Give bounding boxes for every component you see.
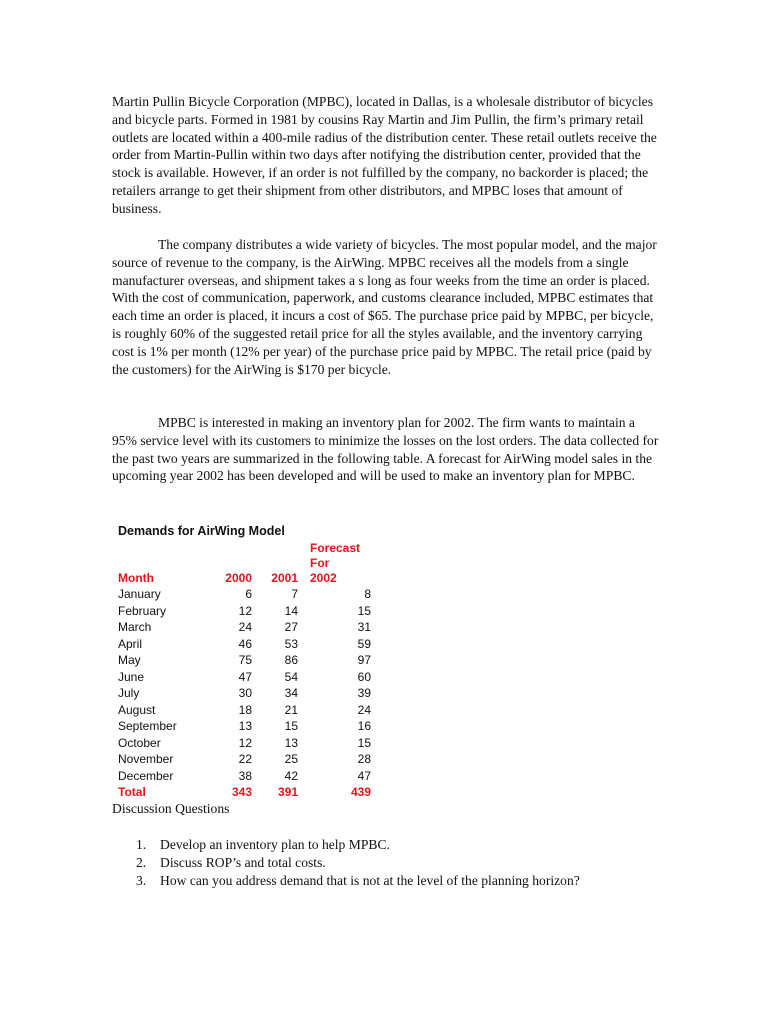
- question-number: 1.: [136, 837, 147, 852]
- header-2001: 2001: [271, 570, 298, 585]
- discussion-heading: Discussion Questions: [112, 801, 230, 816]
- paragraph-intro: Martin Pullin Bicycle Corporation (MPBC), located in Dallas, is a wholesale distributor of bicycles and bicycle parts. Formed in 1981 by cousins Ray Martin and Jim Pullin, the firm’s primary retail outlets are located within a 400-mile radius of the distribution center. These retail outlets receive the order from Martin-Pullin within two days after notifying the distribution center, provided that the stock is available. However, if an order is not fulfilled by the company, no backorder is placed; the retailers arrange to get their shipment from other distributors, and MPBC loses that amount of business.: [112, 94, 657, 216]
- demand-table: [118, 541, 371, 801]
- cell-2000: 46: [238, 636, 252, 651]
- cell-2001: 21: [284, 702, 298, 717]
- discussion-question: [112, 854, 672, 872]
- table-row: [118, 619, 371, 636]
- cell-2001: 42: [284, 768, 298, 783]
- discussion-question: [112, 836, 672, 854]
- question-text: How can you address demand that is not at the level of the planning horizon?: [160, 872, 580, 888]
- question-text: Develop an inventory plan to help MPBC.: [160, 837, 390, 852]
- cell-2001: 27: [284, 620, 298, 634]
- cell-forecast-2002: 16: [357, 719, 371, 733]
- cell-forecast-2002: 15: [357, 603, 371, 618]
- total-cell-month: Total: [118, 785, 146, 799]
- cell-2000: 47: [238, 669, 252, 684]
- discussion-questions-list: [112, 836, 672, 889]
- cell-forecast-2002: 8: [364, 587, 371, 601]
- cell-2000: 13: [238, 719, 252, 733]
- discussion-question: [112, 872, 672, 890]
- cell-month: December: [118, 768, 174, 783]
- cell-2000: 75: [238, 653, 252, 667]
- cell-month: July: [118, 686, 140, 700]
- cell-month: September: [118, 719, 177, 733]
- table-row: [118, 751, 371, 768]
- cell-2001: 54: [284, 669, 298, 684]
- cell-month: October: [118, 735, 161, 750]
- cell-forecast-2002: 39: [357, 686, 371, 700]
- table-total-row: [118, 784, 371, 801]
- cell-2000: 24: [238, 620, 252, 634]
- cell-forecast-2002: 59: [357, 636, 371, 651]
- question-number: 3.: [136, 872, 147, 888]
- cell-forecast-2002: 97: [357, 653, 371, 667]
- header-month: Month: [118, 570, 154, 585]
- table-body: [118, 586, 371, 801]
- question-text: Discuss ROP’s and total costs.: [160, 854, 326, 870]
- cell-2001: 34: [284, 686, 298, 700]
- cell-2001: 13: [284, 735, 298, 750]
- header-2000: 2000: [225, 570, 252, 585]
- cell-month: March: [118, 620, 152, 634]
- total-cell-forecast-2002: 439: [350, 785, 371, 799]
- cell-forecast-2002: 15: [357, 735, 371, 750]
- table-row: [118, 669, 371, 686]
- cell-2000: 30: [238, 686, 252, 700]
- table-row: [118, 768, 371, 785]
- table-row: [118, 702, 371, 719]
- table-row: [118, 735, 371, 752]
- cell-forecast-2002: 31: [357, 620, 371, 634]
- header-forecast-line2: 2002: [310, 571, 337, 585]
- cell-month: August: [118, 702, 156, 717]
- table-row: [118, 636, 371, 653]
- cell-forecast-2002: 60: [357, 669, 371, 684]
- cell-month: June: [118, 669, 145, 684]
- cell-2000: 38: [238, 768, 252, 783]
- cell-2001: 7: [291, 587, 298, 601]
- cell-month: May: [118, 653, 141, 667]
- cell-forecast-2002: 47: [357, 768, 371, 783]
- header-forecast-line1: Forecast For: [310, 541, 361, 570]
- table-row: [118, 586, 371, 603]
- cell-2000: 6: [245, 587, 252, 601]
- table-row: [118, 718, 371, 735]
- cell-forecast-2002: 28: [357, 752, 371, 766]
- header-forecast: [298, 541, 371, 586]
- cell-2001: 15: [284, 719, 298, 733]
- table-title: Demands for AirWing Model: [118, 524, 285, 538]
- table-row: [118, 685, 371, 702]
- demand-table-section: [118, 522, 371, 801]
- table-header-row: [118, 541, 371, 586]
- cell-2000: 22: [238, 752, 252, 766]
- table-row: [118, 652, 371, 669]
- paragraph-airwing: The company distributes a wide variety of bicycles. The most popular model, and the major source of revenue to the company, is the AirWing. MPBC receives all the models from a single manufacturer overseas, and shipment takes a s long as four weeks from the time an order is placed. With the cost of communication, paperwork, and customs clearance included, MPBC estimates that each time an order is placed, it incurs a cost of $65. The purchase price paid by MPBC, per bicycle, is roughly 60% of the suggested retail price for all the styles available, and the inventory carrying cost is 1% per month (12% per year) of the purchase price paid by MPBC. The retail price (paid by the customers) for the AirWing is $170 per bicycle.: [112, 237, 657, 377]
- question-number: 2.: [136, 854, 147, 870]
- table-row: [118, 603, 371, 620]
- cell-2001: 53: [284, 636, 298, 651]
- cell-month: April: [118, 636, 143, 651]
- paragraph-inventory-plan: MPBC is interested in making an inventory plan for 2002. The firm wants to maintain a 95% service level with its customers to minimize the losses on the lost orders. The data collected for the past two years are summarized in the following table. A forecast for AirWing model sales in the upcoming year 2002 has been developed and will be used to make an inventory plan for MPBC.: [112, 415, 659, 484]
- cell-2001: 86: [284, 653, 298, 667]
- cell-2000: 12: [238, 603, 252, 618]
- cell-2001: 25: [284, 752, 298, 766]
- cell-month: November: [118, 752, 174, 766]
- cell-2000: 12: [238, 735, 252, 750]
- cell-2001: 14: [284, 603, 298, 618]
- cell-month: January: [118, 587, 161, 601]
- total-cell-2000: 343: [231, 785, 252, 799]
- cell-forecast-2002: 24: [357, 702, 371, 717]
- total-cell-2001: 391: [277, 785, 298, 799]
- cell-2000: 18: [238, 702, 252, 717]
- cell-month: February: [118, 603, 167, 618]
